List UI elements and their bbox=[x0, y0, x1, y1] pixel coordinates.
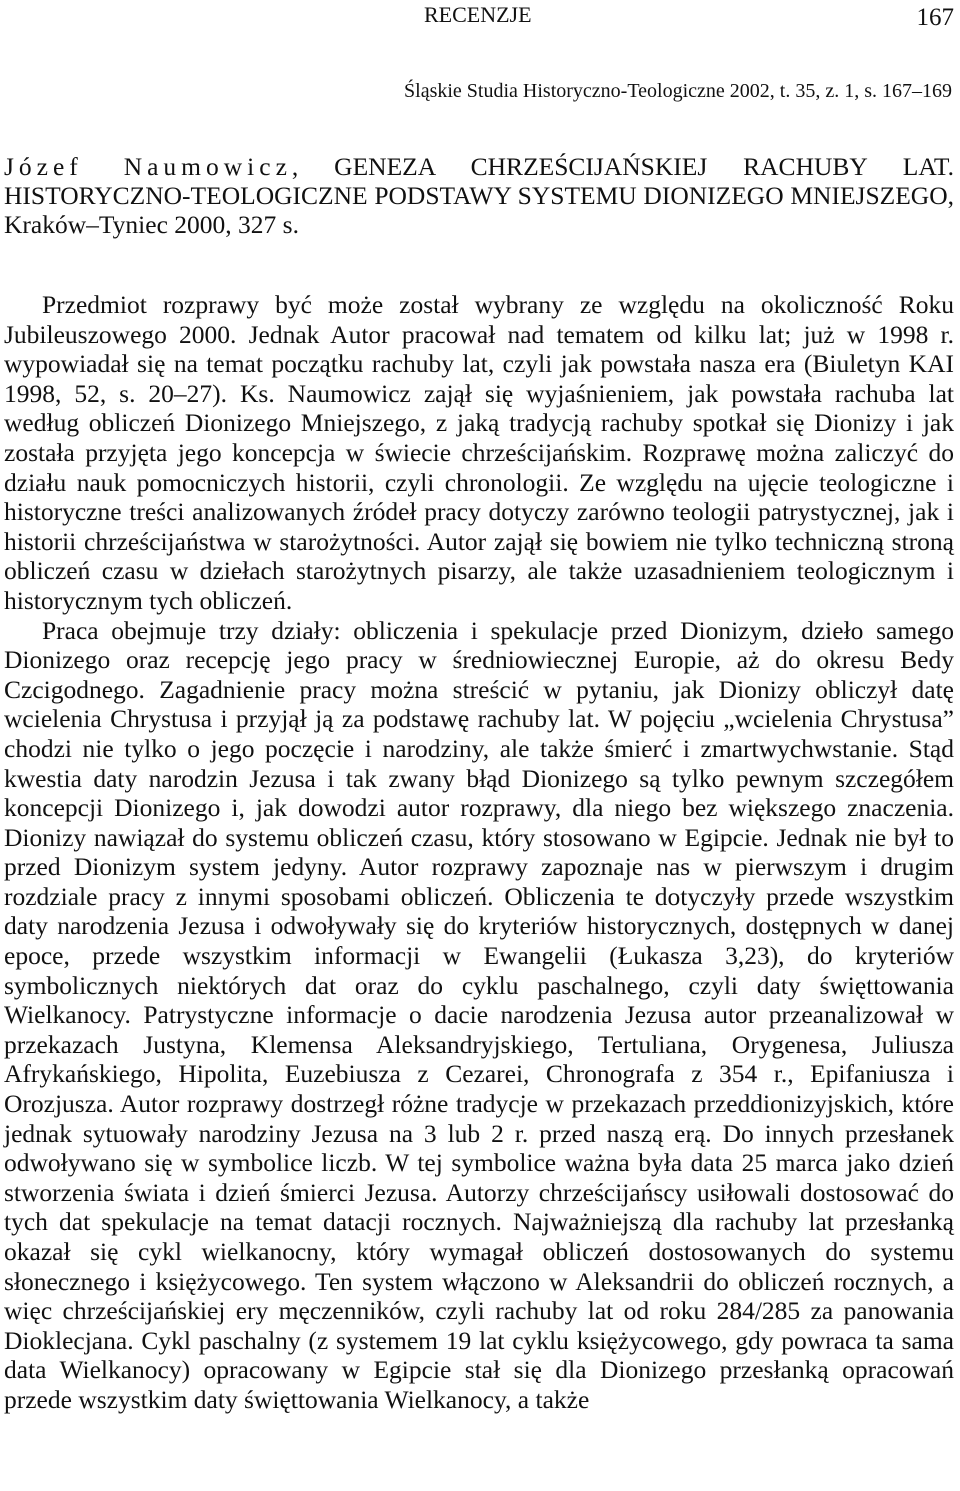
paragraph-2: Praca obejmuje trzy działy: obliczenia i spekulacje przed Dionizym, dzieło samego Dionizego oraz recepcję jego pracy w średniowiecznej Europie, aż do okresu Bedy Czcigodnego. Zagadnienie pracy można streścić w pytaniu, jak Dionizy obliczył datę wcielenia Chrystusa i przyjął ją za podstawę rachuby lat. W pojęciu „wcielenia Chrystusa” chodzi nie tylko o jego poczęcie i narodziny, ale także śmierć i zmartwychwstanie. Stąd kwestia daty narodzin Jezusa i tak zwany błąd Dionizego są tylko pewnym szczegółem koncepcji Dionizego i, jak dowodzi autor rozprawy, dla niego bez większego znaczenia. Dionizy nawiązał do systemu obliczeń czasu, który stosowano w Egipcie. Jednak nie był to przed Dionizym system jedyny. Autor rozprawy zapoznaje nas w pierwszym i drugim rozdziale pracy z innymi sposobami obliczeń. Obliczenia te dotyczyły przede wszystkim daty narodzenia Jezusa i odwoływały się do kryteriów historycznych, dostępnych w danej epoce, przede wszystkim informacji w Ewangelii (Łukasza 3,23), do kryteriów symbolicznych niektórych dat oraz do cyklu paschalnego, czyli daty święttowania Wielkanocy. Patrystyczne informacje o dacie narodzenia Jezusa autor przeanalizował w przekazach Justyna, Klemensa Aleksandryjskiego, Tertuliana, Orygenesa, Juliusza Afrykańskiego, Hipolita, Euzebiusza z Cezarei, Chronografa z 354 r., Epifaniusza i Orozjusza. Autor rozprawy dostrzegł różne tradycje w przekazach przeddionizyjskich, które jednak sytuowały narodziny Jezusa na 3 lub 2 r. przed naszą erą. Do innych przesłanek odwoływano się w symbolice liczb. W tej symbolice ważna była data 25 marca jako dzień stworzenia świata i dzień śmierci Jezusa. Autorzy chrześcijańscy usiłowali dostosować do tych dat spekulacje na temat datacji rocznych. Najważniejszą dla rachuby lat przesłanką okazał się cykl wielkanocny, który wymagał obliczeń dostosowanych do systemu słonecznego i księżycowego. Ten system włączono w Aleksandrii do obliczeń rocznych, a więc chrześcijańskiej ery męczenników, czyli rachuby lat od roku 284/285 za panowania Dioklecjana. Cykl paschalny (z systemem 19 lat cyklu księżycowego, gdy powraca ta sama data Wielkanocy) opracowany w Egipcie stał się dla Dionizego przesłanką opracowań przede wszystkim daty święttowania Wielkanocy, a także bbox=[4, 615, 954, 1414]
section-title: RECENZJE bbox=[424, 2, 532, 27]
page-number: 167 bbox=[916, 4, 954, 31]
document-page bbox=[4, 0, 954, 1491]
paragraph-1: Przedmiot rozprawy być może został wybrany ze względu na okoliczność Roku Jubileuszowego 2000. Jednak Autor pracował nad tematem od kilku lat; już w 1998 r. wypowiadał się na temat początku rachuby lat, czyli jak powstała nasza era (Biuletyn KAI 1998, 52, s. 20–27). Ks. Naumowicz zajął się wyjaśnieniem, jak powstała rachuba lat według obliczeń Dionizego Mniejszego, z jaką tradycją rachuby spotkał się Dionizy i jak została przyjęta jego koncepcja w świecie chrześcijańskim. Rozprawę można zaliczyć do działu nauk pomocniczych historii, czyli chronologii. Ze względu na ujęcie teologiczne i historyczne treści analizowanych źródeł pracy dotyczy zarówno teologii patrystycznej, jak i historii chrześcijaństwa w starożytności. Autor zajął się bowiem nie tylko techniczną stroną obliczeń czasu w dziełach starożytnych pisarzy, ale także uzasadnieniem teologicznym i historycznym tych obliczeń. bbox=[4, 290, 954, 615]
review-body bbox=[4, 290, 954, 1415]
reviewed-book-citation bbox=[4, 152, 954, 239]
book-author: Józef Naumowicz bbox=[4, 152, 292, 181]
book-title: , GENEZA CHRZEŚCIJAŃSKIEJ RACHUBY LAT. HISTORYCZNO-TEOLOGICZNE PODSTAWY SYSTEMU DIONIZEGO MNIEJSZEGO, Kraków–Tyniec 2000, 327 s. bbox=[4, 152, 954, 239]
journal-citation: Śląskie Studia Historyczno-Teologiczne 2002, t. 35, z. 1, s. 167–169 bbox=[404, 80, 952, 102]
running-head bbox=[4, 2, 954, 32]
